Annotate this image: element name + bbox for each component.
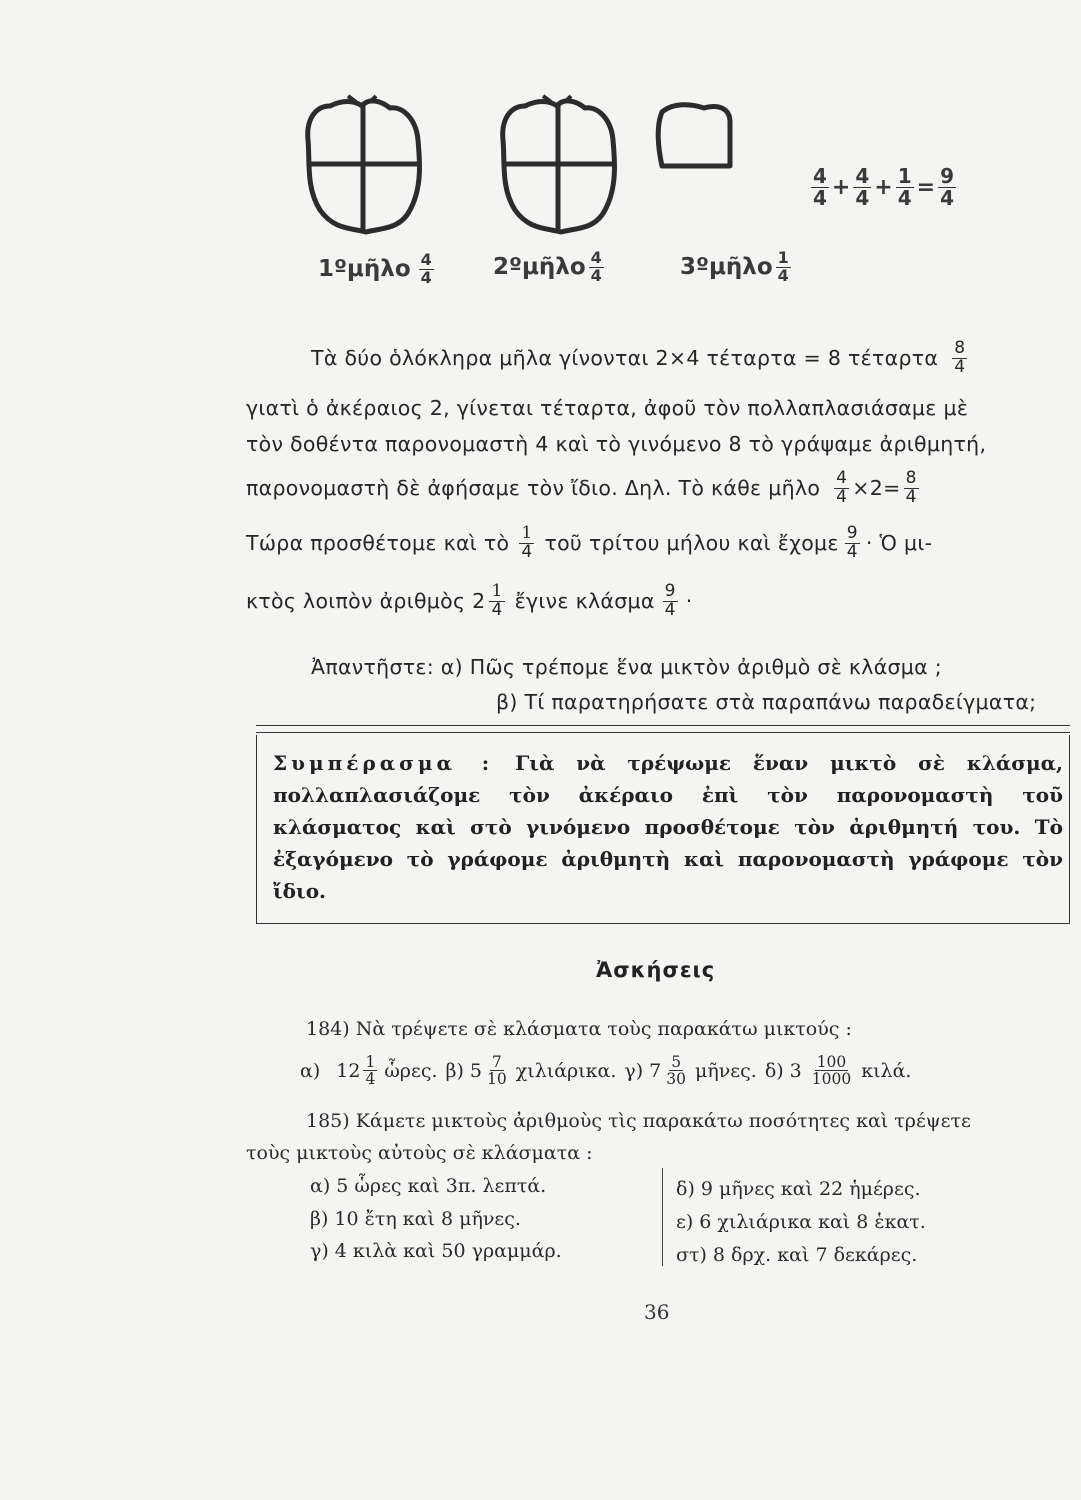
e184-d-unit: κιλά. xyxy=(861,1059,912,1082)
paragraph-line-6 xyxy=(246,583,693,620)
line-4-frac1-den: 4 xyxy=(836,486,848,507)
apple-3-label xyxy=(680,250,794,285)
e184-b-num: 7 xyxy=(491,1053,502,1071)
e184-b-whole: 5 xyxy=(469,1059,482,1082)
sum-frac-result xyxy=(938,166,956,209)
line-6-text-b: ἔγινε κλάσμα xyxy=(514,589,655,614)
line-5-frac2-den: 4 xyxy=(846,541,858,562)
e185-left-item-a: α) 5 ὧρες καὶ 3π. λεπτά. xyxy=(310,1175,547,1197)
apple-2-drawing xyxy=(503,96,615,232)
e184-c-label: γ) xyxy=(624,1059,644,1082)
e184-b-den: 10 xyxy=(487,1070,507,1089)
e184-a-label: α) xyxy=(300,1059,321,1082)
apple-1-fraction xyxy=(419,252,434,287)
sum-frac-a-num: 4 xyxy=(813,164,827,188)
conclusion-top-rule-thin xyxy=(256,732,1070,733)
e185-right-item-e: ε) 6 χιλιάρικα καὶ 8 ἑκατ. xyxy=(676,1211,926,1233)
sum-frac-c xyxy=(896,166,914,209)
line-5-text-c: · Ὁ μι- xyxy=(865,531,933,556)
apple-1-label-text: 1ºμῆλο xyxy=(318,256,411,283)
line-6-frac2-num: 9 xyxy=(664,581,676,601)
e185-left-item-b: β) 10 ἔτη καὶ 8 μῆνες. xyxy=(310,1208,521,1230)
e185-left-item-c: γ) 4 κιλὰ καὶ 50 γραμμάρ. xyxy=(310,1240,562,1262)
question-line-1: Ἀπαντῆστε: α) Πῶς τρέπομε ἕνα μικτὸν ἀριθμὸ σὲ κλάσμα ; xyxy=(311,655,942,679)
line-4-text: παρονομαστὴ δὲ ἀφήσαμε τὸν ἴδιο. Δηλ. Τὸ κάθε μῆλο xyxy=(246,476,821,501)
exercise-185-prompt-2: τοὺς μικτοὺς αὐτοὺς σὲ κλάσματα : xyxy=(246,1142,593,1164)
paragraph-line-2: γιατὶ ὁ ἀκέραιος 2, γίνεται τέταρτα, ἀφοῦ τὸν πολλαπλασιάσαμε μὲ xyxy=(246,396,969,420)
apple-1-label xyxy=(318,252,437,287)
paragraph-line-1 xyxy=(311,340,970,377)
plus-sign-2: + xyxy=(874,175,893,200)
apple-3-fraction xyxy=(776,250,791,285)
exercise-184-prompt: 184) Νὰ τρέψετε σὲ κλάσματα τοὺς παρακάτω μικτούς : xyxy=(306,1018,852,1040)
line-6-text-a: κτὸς λοιπὸν ἀριθμὸς 2 xyxy=(246,589,486,614)
apple-3-label-text: 3ºμῆλο xyxy=(680,254,773,281)
e184-d-den: 1000 xyxy=(811,1070,852,1089)
e184-c-unit: μῆνες. xyxy=(695,1059,757,1082)
e184-a-den: 4 xyxy=(365,1070,376,1089)
sum-frac-result-num: 9 xyxy=(940,164,954,188)
line-6-fraction-2 xyxy=(663,583,678,620)
conclusion-top-rule xyxy=(256,725,1070,726)
e184-c-fraction xyxy=(664,1054,688,1088)
apple-2-label-text: 2ºμῆλο xyxy=(493,254,586,281)
exercises-title: Ἀσκήσεις xyxy=(596,958,716,982)
e184-b-unit: χιλιάρικα. xyxy=(515,1059,617,1082)
conclusion-heading: Συμπέρασμα : xyxy=(273,751,494,775)
line-6-fraction-1 xyxy=(489,583,504,620)
line-4-fraction-1 xyxy=(834,470,849,507)
line-6-frac1-num: 1 xyxy=(491,581,503,601)
line-5-fraction-1 xyxy=(519,525,534,562)
page-number: 36 xyxy=(644,1300,670,1324)
paragraph-line-4 xyxy=(246,470,922,507)
e184-d-num: 100 xyxy=(816,1053,847,1071)
paragraph-line-3: τὸν δοθέντα παρονομαστὴ 4 καὶ τὸ γινόμενο 8 τὸ γράψαμε ἀριθμητή, xyxy=(246,432,987,456)
sum-frac-result-den: 4 xyxy=(940,186,954,210)
e184-b-fraction xyxy=(485,1054,509,1088)
e184-d-fraction xyxy=(810,1054,853,1088)
sum-frac-b-num: 4 xyxy=(855,164,870,188)
line-4-fraction-2 xyxy=(904,470,919,507)
e184-a-whole: 12 xyxy=(336,1059,361,1082)
sum-frac-a xyxy=(811,166,829,209)
line-1-frac-den: 4 xyxy=(954,356,966,377)
line-5-text-a: Τώρα προσθέτομε καὶ τὸ xyxy=(246,531,510,556)
conclusion-box xyxy=(256,735,1070,923)
conclusion-bottom-rule xyxy=(256,923,1070,924)
fraction-sum-equation xyxy=(808,166,959,209)
conclusion-text xyxy=(273,747,1063,907)
e184-a-fraction xyxy=(363,1054,377,1088)
apple-1-frac-den: 4 xyxy=(420,267,432,287)
line-1-fraction xyxy=(952,340,967,377)
apple-3-quarter-drawing xyxy=(658,105,730,166)
sum-frac-c-den: 4 xyxy=(897,186,912,210)
sum-frac-b xyxy=(853,166,871,209)
apple-2-frac-num: 4 xyxy=(590,248,602,267)
question-line-2: β) Τί παρατηρήσατε στὰ παραπάνω παραδείγματα; xyxy=(496,690,1037,714)
exercise-184-items xyxy=(300,1054,911,1088)
e184-b-label: β) xyxy=(445,1059,464,1082)
e184-d-label: δ) xyxy=(764,1059,784,1082)
line-4-frac2-num: 8 xyxy=(905,468,917,488)
equals-sign: = xyxy=(916,175,936,200)
apple-3-frac-num: 1 xyxy=(777,248,789,267)
line-6-frac1-den: 4 xyxy=(491,599,503,620)
e184-c-num: 5 xyxy=(671,1053,682,1071)
e184-c-whole: 7 xyxy=(649,1059,662,1082)
apples-figure xyxy=(290,92,750,242)
exercise-185-column-divider xyxy=(662,1168,663,1266)
e184-c-den: 30 xyxy=(666,1070,686,1089)
apple-2-frac-den: 4 xyxy=(590,265,602,285)
line-4-times: ×2= xyxy=(852,476,901,501)
e184-a-num: 1 xyxy=(365,1053,376,1071)
line-1-text: Τὰ δύο ὁλόκληρα μῆλα γίνονται 2×4 τέταρτα = 8 τέταρτα xyxy=(311,346,939,371)
sum-frac-b-den: 4 xyxy=(855,186,870,210)
paragraph-line-5 xyxy=(246,525,932,562)
sum-frac-a-den: 4 xyxy=(813,186,827,210)
line-5-frac2-num: 9 xyxy=(846,523,858,543)
e184-d-whole: 3 xyxy=(789,1059,802,1082)
plus-sign-1: + xyxy=(831,175,851,200)
apple-3-frac-den: 4 xyxy=(777,265,789,285)
line-6-frac2-den: 4 xyxy=(664,599,676,620)
sum-frac-c-num: 1 xyxy=(897,164,912,188)
line-5-text-b: τοῦ τρίτου μήλου καὶ ἔχομε xyxy=(544,531,839,556)
line-5-frac1-den: 4 xyxy=(521,541,533,562)
line-6-text-c: · xyxy=(685,589,693,614)
apple-1-drawing xyxy=(308,96,420,232)
e185-right-item-d: δ) 9 μῆνες καὶ 22 ἡμέρες. xyxy=(676,1178,921,1200)
conclusion-body: Γιὰ νὰ τρέψωμε ἕναν μικτὸ σὲ κλάσμα, πολλαπλασιάζομε τὸν ἀκέραιο ἐπὶ τὸν παρονομαστὴ τοῦ κλάσματος καὶ στὸ γινόμενο προσθέτομε τὸν ἀριθμητή του. Τὸ ἐξαγόμενο τὸ γράφομε ἀριθμητὴ καὶ παρονομαστὴ γράφομε τὸν ἴδιο. xyxy=(273,751,1063,903)
line-5-fraction-2 xyxy=(845,525,860,562)
line-4-frac1-num: 4 xyxy=(836,468,848,488)
exercise-185-prompt-1: 185) Κάμετε μικτοὺς ἀριθμοὺς τὶς παρακάτω ποσότητες καὶ τρέψετε xyxy=(306,1110,971,1132)
apple-1-frac-num: 4 xyxy=(420,250,432,269)
line-5-frac1-num: 1 xyxy=(521,523,533,543)
apple-2-label xyxy=(493,250,607,285)
e185-right-item-f: στ) 8 δρχ. καὶ 7 δεκάρες. xyxy=(676,1244,918,1266)
e184-a-unit: ὧρες. xyxy=(384,1059,438,1082)
line-4-frac2-den: 4 xyxy=(905,486,917,507)
apple-2-fraction xyxy=(589,250,604,285)
line-1-frac-num: 8 xyxy=(954,338,966,358)
